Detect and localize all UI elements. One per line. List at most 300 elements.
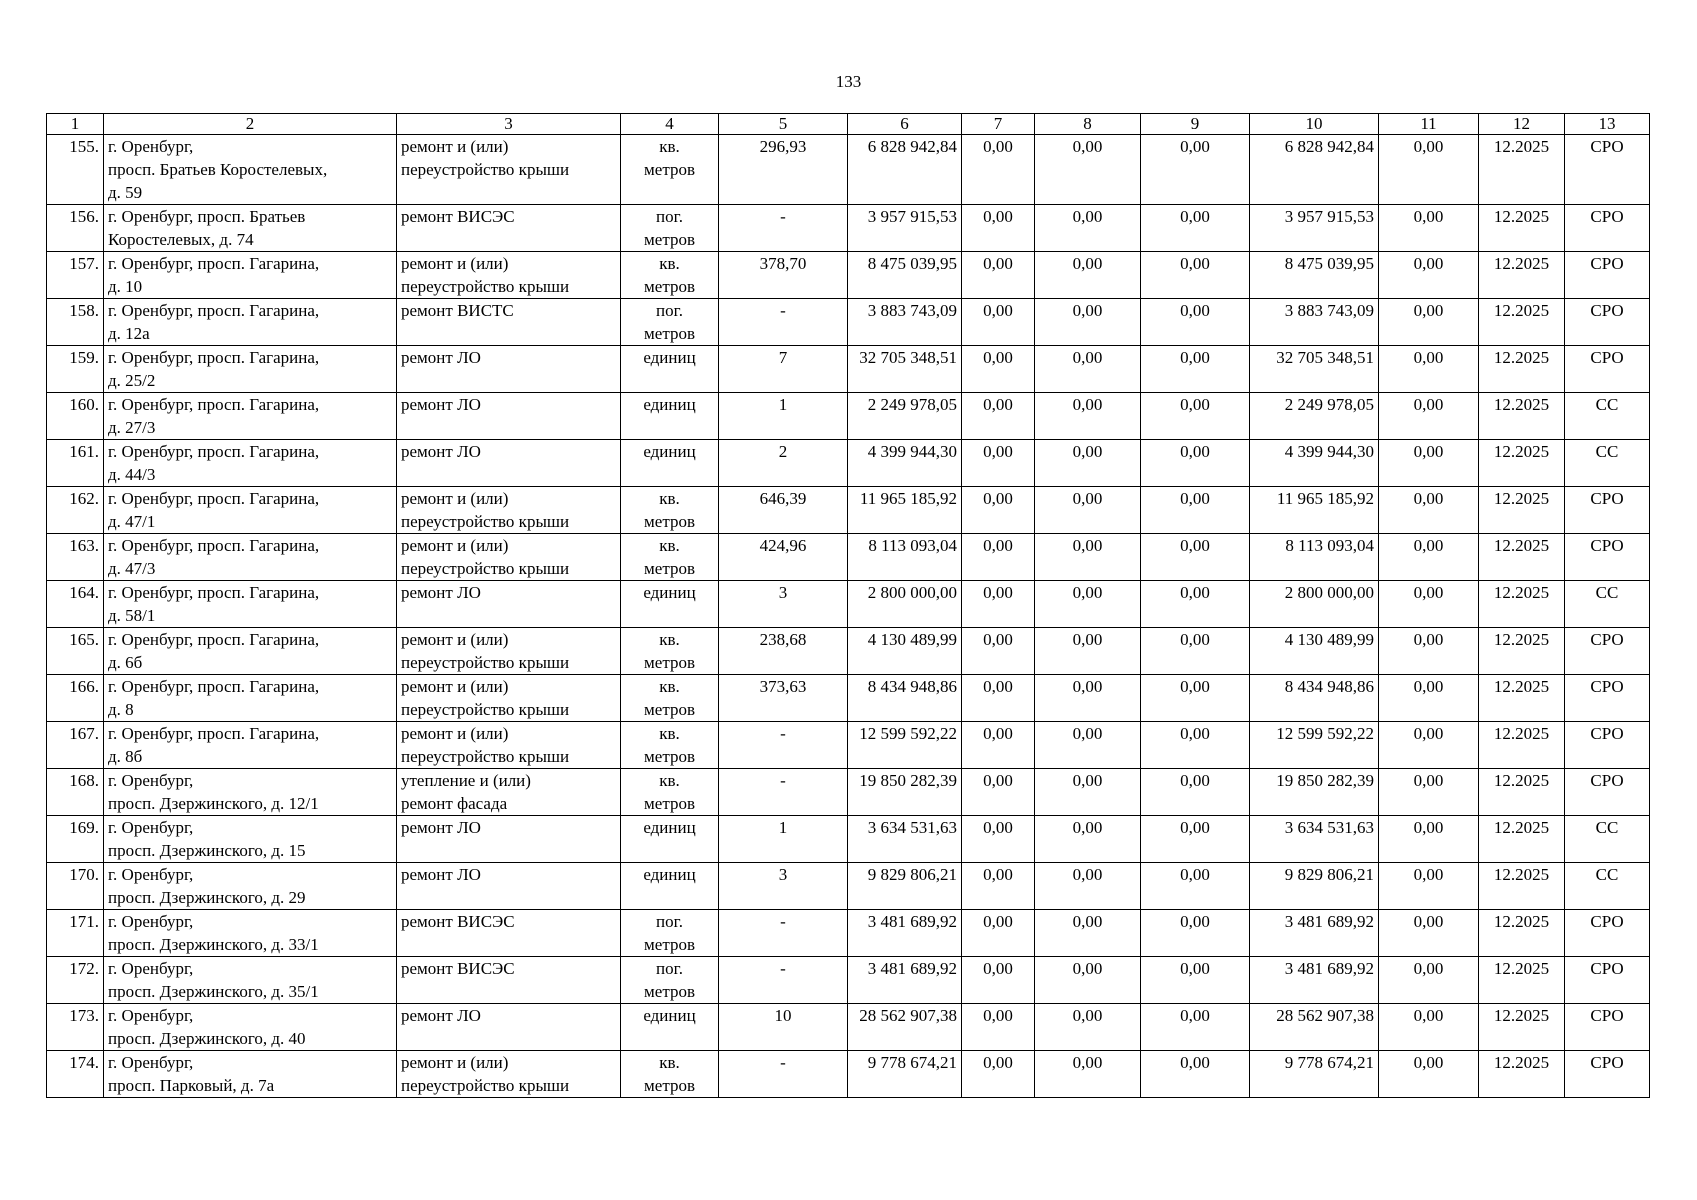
fund-cell: 0,00 xyxy=(1141,135,1250,205)
period-cell: 12.2025 xyxy=(1479,534,1565,581)
row-number-cell: 155. xyxy=(47,135,104,205)
table-row xyxy=(47,816,1650,863)
fund-cell: 0,00 xyxy=(1379,675,1479,722)
volume-cell: - xyxy=(719,957,848,1004)
total-cost-cell: 6 828 942,84 xyxy=(848,135,962,205)
unit-cell-line: кв. xyxy=(659,254,680,273)
work-type-cell xyxy=(397,346,621,393)
unit-cell-line: единиц xyxy=(643,348,696,367)
address-cell xyxy=(104,769,397,816)
row-number-cell: 168. xyxy=(47,769,104,816)
work-type-cell-line: ремонт и (или) xyxy=(401,630,509,649)
address-cell xyxy=(104,205,397,252)
unit-cell-line: метров xyxy=(644,277,695,296)
fund-cell: 0,00 xyxy=(962,393,1035,440)
row-number-cell: 171. xyxy=(47,910,104,957)
volume-cell: - xyxy=(719,910,848,957)
address-cell-line: г. Оренбург, xyxy=(108,865,194,884)
fund-cell: 0,00 xyxy=(1035,205,1141,252)
volume-cell: 1 xyxy=(719,816,848,863)
method-cell: СРО xyxy=(1565,1051,1650,1098)
fund-cell: 0,00 xyxy=(1035,863,1141,910)
work-type-cell-line: ремонт и (или) xyxy=(401,536,509,555)
unit-cell-line: единиц xyxy=(643,865,696,884)
row-number-cell: 157. xyxy=(47,252,104,299)
method-cell: СРО xyxy=(1565,299,1650,346)
method-cell: СРО xyxy=(1565,675,1650,722)
fund-cell: 0,00 xyxy=(962,346,1035,393)
fund-cell: 0,00 xyxy=(1035,487,1141,534)
total-cost-cell: 8 113 093,04 xyxy=(848,534,962,581)
owner-funds-cell: 32 705 348,51 xyxy=(1250,346,1379,393)
row-number-cell: 169. xyxy=(47,816,104,863)
table-row xyxy=(47,135,1650,205)
column-header: 9 xyxy=(1141,114,1250,135)
address-cell xyxy=(104,440,397,487)
address-cell-line: г. Оренбург, просп. Гагарина, xyxy=(108,536,320,555)
table-row xyxy=(47,534,1650,581)
unit-cell-line: пог. xyxy=(656,959,683,978)
method-cell: СРО xyxy=(1565,957,1650,1004)
fund-cell: 0,00 xyxy=(1141,1004,1250,1051)
work-type-cell-line: ремонт и (или) xyxy=(401,1053,509,1072)
address-cell-line: просп. Дзержинского, д. 12/1 xyxy=(108,794,319,813)
period-cell: 12.2025 xyxy=(1479,346,1565,393)
method-cell: СРО xyxy=(1565,252,1650,299)
address-cell xyxy=(104,1051,397,1098)
table-row xyxy=(47,205,1650,252)
method-cell: СРО xyxy=(1565,135,1650,205)
unit-cell-line: кв. xyxy=(659,677,680,696)
fund-cell: 0,00 xyxy=(1379,581,1479,628)
fund-cell: 0,00 xyxy=(1379,863,1479,910)
unit-cell-line: пог. xyxy=(656,912,683,931)
method-cell: СРО xyxy=(1565,910,1650,957)
unit-cell xyxy=(621,1051,719,1098)
table-row xyxy=(47,957,1650,1004)
address-cell-line: просп. Дзержинского, д. 35/1 xyxy=(108,982,319,1001)
address-cell-line: г. Оренбург, xyxy=(108,137,194,156)
work-type-cell xyxy=(397,957,621,1004)
address-cell-line: просп. Парковый, д. 7а xyxy=(108,1076,275,1095)
unit-cell-line: метров xyxy=(644,794,695,813)
method-cell: СС xyxy=(1565,393,1650,440)
unit-cell-line: метров xyxy=(644,700,695,719)
table-row xyxy=(47,299,1650,346)
fund-cell: 0,00 xyxy=(1035,1004,1141,1051)
table-row xyxy=(47,675,1650,722)
work-type-cell xyxy=(397,135,621,205)
owner-funds-cell: 3 481 689,92 xyxy=(1250,910,1379,957)
owner-funds-cell: 3 634 531,63 xyxy=(1250,816,1379,863)
work-type-cell xyxy=(397,1051,621,1098)
method-cell: СРО xyxy=(1565,722,1650,769)
address-cell-line: просп. Дзержинского, д. 29 xyxy=(108,888,306,907)
header-row xyxy=(47,114,1650,135)
owner-funds-cell: 3 883 743,09 xyxy=(1250,299,1379,346)
volume-cell: - xyxy=(719,299,848,346)
address-cell xyxy=(104,581,397,628)
unit-cell-line: кв. xyxy=(659,489,680,508)
address-cell-line: г. Оренбург, просп. Гагарина, xyxy=(108,301,320,320)
address-cell-line: г. Оренбург, просп. Гагарина, xyxy=(108,489,320,508)
owner-funds-cell: 6 828 942,84 xyxy=(1250,135,1379,205)
address-cell-line: д. 25/2 xyxy=(108,371,156,390)
fund-cell: 0,00 xyxy=(962,135,1035,205)
work-type-cell-line: утепление и (или) xyxy=(401,771,531,790)
unit-cell xyxy=(621,863,719,910)
total-cost-cell: 9 778 674,21 xyxy=(848,1051,962,1098)
fund-cell: 0,00 xyxy=(962,910,1035,957)
fund-cell: 0,00 xyxy=(1379,299,1479,346)
fund-cell: 0,00 xyxy=(1141,393,1250,440)
work-type-cell-line: ремонт ЛО xyxy=(401,442,481,461)
table-row xyxy=(47,910,1650,957)
column-header: 5 xyxy=(719,114,848,135)
method-cell: СС xyxy=(1565,816,1650,863)
total-cost-cell: 2 800 000,00 xyxy=(848,581,962,628)
unit-cell-line: единиц xyxy=(643,1006,696,1025)
fund-cell: 0,00 xyxy=(1035,769,1141,816)
volume-cell: - xyxy=(719,1051,848,1098)
fund-cell: 0,00 xyxy=(962,1004,1035,1051)
work-type-cell-line: ремонт фасада xyxy=(401,794,508,813)
fund-cell: 0,00 xyxy=(1141,440,1250,487)
unit-cell xyxy=(621,534,719,581)
volume-cell: - xyxy=(719,722,848,769)
work-type-cell-line: переустройство крыши xyxy=(401,1076,570,1095)
table-row xyxy=(47,722,1650,769)
address-cell-line: д. 44/3 xyxy=(108,465,156,484)
unit-cell xyxy=(621,205,719,252)
period-cell: 12.2025 xyxy=(1479,1004,1565,1051)
unit-cell xyxy=(621,769,719,816)
work-type-cell xyxy=(397,252,621,299)
table-row xyxy=(47,1051,1650,1098)
address-cell xyxy=(104,675,397,722)
unit-cell xyxy=(621,346,719,393)
fund-cell: 0,00 xyxy=(1035,675,1141,722)
unit-cell-line: метров xyxy=(644,982,695,1001)
volume-cell: 646,39 xyxy=(719,487,848,534)
address-cell xyxy=(104,628,397,675)
total-cost-cell: 8 475 039,95 xyxy=(848,252,962,299)
work-type-cell xyxy=(397,722,621,769)
fund-cell: 0,00 xyxy=(1141,534,1250,581)
fund-cell: 0,00 xyxy=(1379,487,1479,534)
fund-cell: 0,00 xyxy=(962,722,1035,769)
fund-cell: 0,00 xyxy=(1379,135,1479,205)
period-cell: 12.2025 xyxy=(1479,487,1565,534)
unit-cell xyxy=(621,487,719,534)
owner-funds-cell: 8 475 039,95 xyxy=(1250,252,1379,299)
fund-cell: 0,00 xyxy=(1379,346,1479,393)
table-row xyxy=(47,393,1650,440)
work-type-cell xyxy=(397,863,621,910)
address-cell-line: д. 47/1 xyxy=(108,512,156,531)
work-type-cell xyxy=(397,299,621,346)
unit-cell-line: метров xyxy=(644,324,695,343)
work-type-cell-line: переустройство крыши xyxy=(401,559,570,578)
fund-cell: 0,00 xyxy=(1035,252,1141,299)
total-cost-cell: 3 481 689,92 xyxy=(848,910,962,957)
work-type-cell-line: ремонт и (или) xyxy=(401,254,509,273)
unit-cell-line: единиц xyxy=(643,583,696,602)
period-cell: 12.2025 xyxy=(1479,722,1565,769)
owner-funds-cell: 2 249 978,05 xyxy=(1250,393,1379,440)
column-header: 11 xyxy=(1379,114,1479,135)
address-cell-line: г. Оренбург, просп. Гагарина, xyxy=(108,583,320,602)
period-cell: 12.2025 xyxy=(1479,957,1565,1004)
row-number-cell: 163. xyxy=(47,534,104,581)
address-cell xyxy=(104,816,397,863)
fund-cell: 0,00 xyxy=(1379,205,1479,252)
owner-funds-cell: 28 562 907,38 xyxy=(1250,1004,1379,1051)
address-cell-line: г. Оренбург, просп. Гагарина, xyxy=(108,677,320,696)
total-cost-cell: 8 434 948,86 xyxy=(848,675,962,722)
period-cell: 12.2025 xyxy=(1479,205,1565,252)
work-type-cell xyxy=(397,487,621,534)
work-type-cell-line: ремонт ВИСЭС xyxy=(401,959,515,978)
period-cell: 12.2025 xyxy=(1479,675,1565,722)
work-type-cell xyxy=(397,816,621,863)
period-cell: 12.2025 xyxy=(1479,1051,1565,1098)
unit-cell xyxy=(621,252,719,299)
address-cell-line: г. Оренбург, xyxy=(108,959,194,978)
work-type-cell xyxy=(397,440,621,487)
total-cost-cell: 3 883 743,09 xyxy=(848,299,962,346)
fund-cell: 0,00 xyxy=(1141,816,1250,863)
work-type-cell xyxy=(397,628,621,675)
column-header: 12 xyxy=(1479,114,1565,135)
volume-cell: 1 xyxy=(719,393,848,440)
unit-cell-line: пог. xyxy=(656,207,683,226)
address-cell-line: г. Оренбург, просп. Гагарина, xyxy=(108,348,320,367)
period-cell: 12.2025 xyxy=(1479,910,1565,957)
volume-cell: 378,70 xyxy=(719,252,848,299)
table-row xyxy=(47,863,1650,910)
address-cell xyxy=(104,487,397,534)
fund-cell: 0,00 xyxy=(1141,346,1250,393)
fund-cell: 0,00 xyxy=(1035,581,1141,628)
row-number-cell: 172. xyxy=(47,957,104,1004)
owner-funds-cell: 4 399 944,30 xyxy=(1250,440,1379,487)
unit-cell xyxy=(621,628,719,675)
row-number-cell: 160. xyxy=(47,393,104,440)
fund-cell: 0,00 xyxy=(1035,1051,1141,1098)
column-header: 2 xyxy=(104,114,397,135)
work-type-cell xyxy=(397,581,621,628)
unit-cell xyxy=(621,1004,719,1051)
address-cell-line: г. Оренбург, xyxy=(108,912,194,931)
fund-cell: 0,00 xyxy=(1379,440,1479,487)
table-row xyxy=(47,487,1650,534)
row-number-cell: 174. xyxy=(47,1051,104,1098)
address-cell-line: д. 59 xyxy=(108,183,143,202)
unit-cell-line: метров xyxy=(644,160,695,179)
address-cell xyxy=(104,863,397,910)
row-number-cell: 162. xyxy=(47,487,104,534)
total-cost-cell: 28 562 907,38 xyxy=(848,1004,962,1051)
table-row xyxy=(47,1004,1650,1051)
row-number-cell: 170. xyxy=(47,863,104,910)
fund-cell: 0,00 xyxy=(962,205,1035,252)
row-number-cell: 158. xyxy=(47,299,104,346)
volume-cell: - xyxy=(719,205,848,252)
fund-cell: 0,00 xyxy=(1141,769,1250,816)
volume-cell: 7 xyxy=(719,346,848,393)
unit-cell-line: единиц xyxy=(643,442,696,461)
work-type-cell-line: ремонт и (или) xyxy=(401,489,509,508)
unit-cell xyxy=(621,816,719,863)
column-header: 1 xyxy=(47,114,104,135)
row-number-cell: 159. xyxy=(47,346,104,393)
fund-cell: 0,00 xyxy=(1379,957,1479,1004)
unit-cell-line: кв. xyxy=(659,137,680,156)
table-row xyxy=(47,252,1650,299)
address-cell-line: д. 6б xyxy=(108,653,143,672)
address-cell-line: д. 58/1 xyxy=(108,606,156,625)
fund-cell: 0,00 xyxy=(1035,534,1141,581)
fund-cell: 0,00 xyxy=(1035,628,1141,675)
work-type-cell-line: переустройство крыши xyxy=(401,277,570,296)
fund-cell: 0,00 xyxy=(1379,769,1479,816)
method-cell: СС xyxy=(1565,581,1650,628)
unit-cell xyxy=(621,957,719,1004)
work-type-cell xyxy=(397,675,621,722)
work-type-cell-line: ремонт ЛО xyxy=(401,583,481,602)
method-cell: СРО xyxy=(1565,534,1650,581)
column-header: 8 xyxy=(1035,114,1141,135)
address-cell-line: г. Оренбург, просп. Гагарина, xyxy=(108,442,320,461)
column-header: 7 xyxy=(962,114,1035,135)
row-number-cell: 167. xyxy=(47,722,104,769)
owner-funds-cell: 19 850 282,39 xyxy=(1250,769,1379,816)
total-cost-cell: 32 705 348,51 xyxy=(848,346,962,393)
total-cost-cell: 4 130 489,99 xyxy=(848,628,962,675)
volume-cell: 2 xyxy=(719,440,848,487)
unit-cell xyxy=(621,440,719,487)
work-type-cell-line: переустройство крыши xyxy=(401,700,570,719)
work-type-cell-line: ремонт ЛО xyxy=(401,818,481,837)
unit-cell-line: метров xyxy=(644,747,695,766)
volume-cell: 3 xyxy=(719,863,848,910)
address-cell-line: г. Оренбург, просп. Гагарина, xyxy=(108,724,320,743)
fund-cell: 0,00 xyxy=(962,769,1035,816)
fund-cell: 0,00 xyxy=(962,440,1035,487)
fund-cell: 0,00 xyxy=(1379,393,1479,440)
work-type-cell-line: переустройство крыши xyxy=(401,653,570,672)
work-type-cell-line: ремонт ЛО xyxy=(401,395,481,414)
table-row xyxy=(47,769,1650,816)
period-cell: 12.2025 xyxy=(1479,440,1565,487)
fund-cell: 0,00 xyxy=(1035,816,1141,863)
address-cell xyxy=(104,299,397,346)
fund-cell: 0,00 xyxy=(1141,252,1250,299)
volume-cell: 3 xyxy=(719,581,848,628)
work-type-cell xyxy=(397,1004,621,1051)
address-cell xyxy=(104,910,397,957)
fund-cell: 0,00 xyxy=(1141,957,1250,1004)
unit-cell-line: кв. xyxy=(659,724,680,743)
fund-cell: 0,00 xyxy=(1141,675,1250,722)
address-cell xyxy=(104,534,397,581)
work-type-cell xyxy=(397,910,621,957)
work-type-cell-line: ремонт ЛО xyxy=(401,348,481,367)
column-header: 3 xyxy=(397,114,621,135)
address-cell-line: д. 27/3 xyxy=(108,418,156,437)
table-row xyxy=(47,346,1650,393)
fund-cell: 0,00 xyxy=(1035,440,1141,487)
owner-funds-cell: 4 130 489,99 xyxy=(1250,628,1379,675)
period-cell: 12.2025 xyxy=(1479,252,1565,299)
method-cell: СРО xyxy=(1565,487,1650,534)
method-cell: СРО xyxy=(1565,628,1650,675)
unit-cell-line: кв. xyxy=(659,630,680,649)
work-type-cell-line: ремонт и (или) xyxy=(401,724,509,743)
owner-funds-cell: 11 965 185,92 xyxy=(1250,487,1379,534)
owner-funds-cell: 9 778 674,21 xyxy=(1250,1051,1379,1098)
address-cell-line: просп. Братьев Коростелевых, xyxy=(108,160,328,179)
fund-cell: 0,00 xyxy=(1141,581,1250,628)
column-header: 10 xyxy=(1250,114,1379,135)
volume-cell: 10 xyxy=(719,1004,848,1051)
fund-cell: 0,00 xyxy=(1141,299,1250,346)
unit-cell-line: метров xyxy=(644,230,695,249)
total-cost-cell: 4 399 944,30 xyxy=(848,440,962,487)
address-cell-line: г. Оренбург, просп. Гагарина, xyxy=(108,395,320,414)
fund-cell: 0,00 xyxy=(1141,628,1250,675)
period-cell: 12.2025 xyxy=(1479,628,1565,675)
address-cell-line: г. Оренбург, xyxy=(108,1006,194,1025)
method-cell: СРО xyxy=(1565,205,1650,252)
fund-cell: 0,00 xyxy=(1141,205,1250,252)
fund-cell: 0,00 xyxy=(1035,299,1141,346)
method-cell: СС xyxy=(1565,863,1650,910)
work-type-cell-line: переустройство крыши xyxy=(401,512,570,531)
fund-cell: 0,00 xyxy=(1379,1051,1479,1098)
unit-cell-line: метров xyxy=(644,653,695,672)
fund-cell: 0,00 xyxy=(962,675,1035,722)
fund-cell: 0,00 xyxy=(962,863,1035,910)
owner-funds-cell: 8 434 948,86 xyxy=(1250,675,1379,722)
owner-funds-cell: 3 957 915,53 xyxy=(1250,205,1379,252)
fund-cell: 0,00 xyxy=(1141,722,1250,769)
period-cell: 12.2025 xyxy=(1479,581,1565,628)
fund-cell: 0,00 xyxy=(962,252,1035,299)
work-type-cell-line: ремонт ВИСЭС xyxy=(401,207,515,226)
method-cell: СС xyxy=(1565,440,1650,487)
total-cost-cell: 3 634 531,63 xyxy=(848,816,962,863)
table-row xyxy=(47,440,1650,487)
fund-cell: 0,00 xyxy=(1035,910,1141,957)
work-type-cell xyxy=(397,534,621,581)
fund-cell: 0,00 xyxy=(1379,628,1479,675)
address-cell-line: г. Оренбург, xyxy=(108,1053,194,1072)
address-cell-line: г. Оренбург, просп. Братьев xyxy=(108,207,306,226)
unit-cell-line: кв. xyxy=(659,771,680,790)
fund-cell: 0,00 xyxy=(1035,346,1141,393)
unit-cell-line: единиц xyxy=(643,818,696,837)
total-cost-cell: 2 249 978,05 xyxy=(848,393,962,440)
unit-cell-line: метров xyxy=(644,512,695,531)
fund-cell: 0,00 xyxy=(1379,252,1479,299)
work-type-cell xyxy=(397,205,621,252)
unit-cell-line: единиц xyxy=(643,395,696,414)
fund-cell: 0,00 xyxy=(962,487,1035,534)
fund-cell: 0,00 xyxy=(1035,135,1141,205)
fund-cell: 0,00 xyxy=(962,534,1035,581)
